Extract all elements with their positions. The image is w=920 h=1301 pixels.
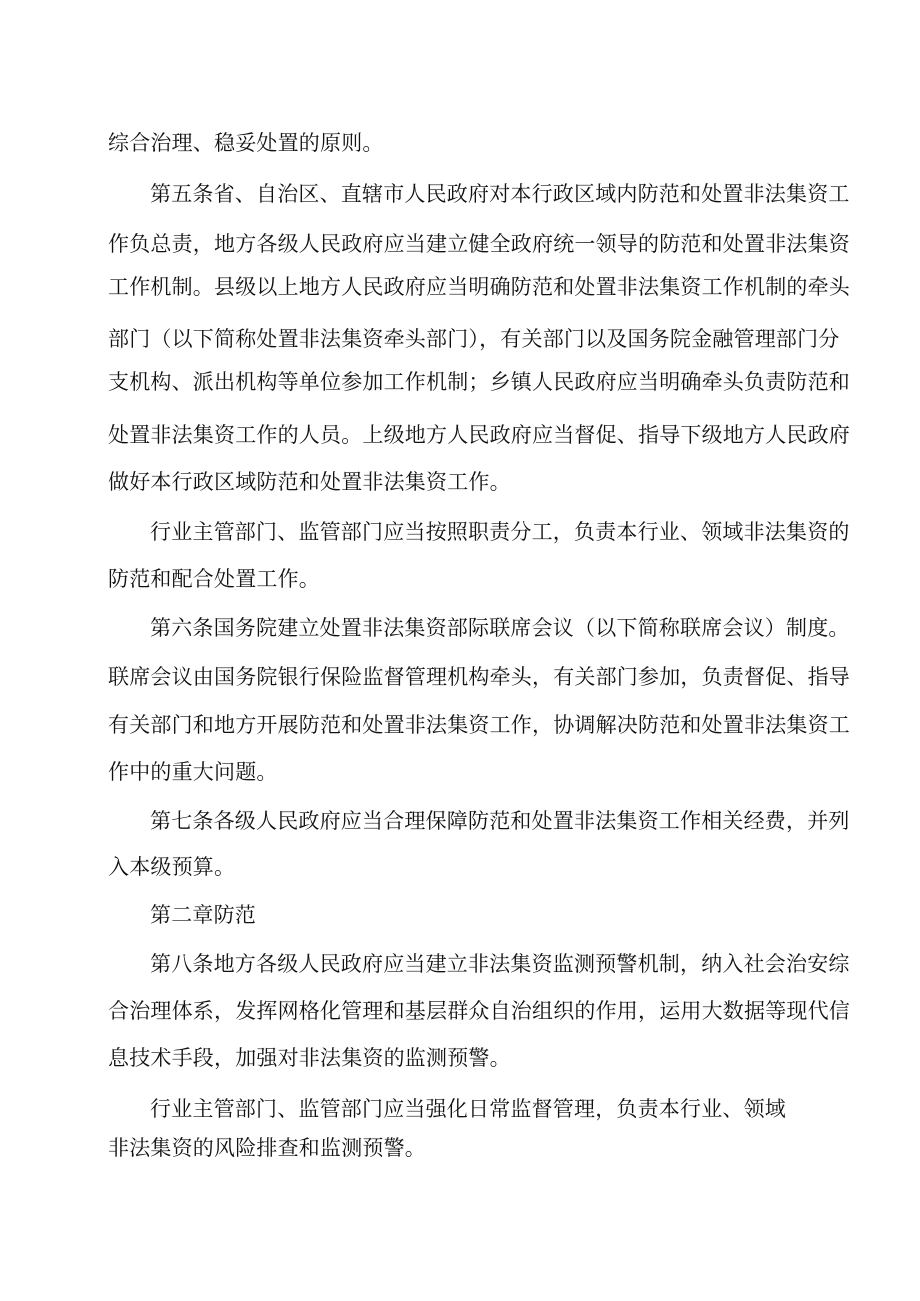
paragraph-line: 第八条地方各级人民政府应当建立非法集资监测预警机制，纳入社会治安综 bbox=[150, 952, 850, 976]
paragraph-line: 入本级预算。 bbox=[108, 855, 236, 879]
paragraph-line: 非法集资的风险排查和监测预警。 bbox=[108, 1136, 426, 1160]
paragraph-line: 第六条国务院建立处置非法集资部际联席会议（以下简称联席会议）制度。 bbox=[150, 616, 850, 640]
paragraph-line: 综合治理、稳妥处置的原则。 bbox=[108, 131, 384, 155]
paragraph-line: 工作机制。县级以上地方人民政府应当明确防范和处置非法集资工作机制的牵头 bbox=[108, 275, 850, 299]
paragraph-line: 第五条省、自治区、直辖市人民政府对本行政区域内防范和处置非法集资工 bbox=[150, 182, 850, 206]
paragraph-line: 合治理体系，发挥网格化管理和基层群众自治组织的作用，运用大数据等现代信 bbox=[108, 999, 850, 1023]
paragraph-line: 处置非法集资工作的人员。上级地方人民政府应当督促、指导下级地方人民政府 bbox=[108, 423, 850, 447]
paragraph-line: 行业主管部门、监管部门应当强化日常监督管理，负责本行业、领域 bbox=[150, 1097, 786, 1121]
paragraph-line: 联席会议由国务院银行保险监督管理机构牵头，有关部门参加，负责督促、指导 bbox=[108, 665, 850, 689]
paragraph-line: 行业主管部门、监管部门应当按照职责分工，负责本行业、领域非法集资的 bbox=[150, 520, 850, 544]
paragraph-line: 做好本行政区域防范和处置非法集资工作。 bbox=[108, 470, 511, 494]
paragraph-line: 有关部门和地方开展防范和处置非法集资工作，协调解决防范和处置非法集资工 bbox=[108, 713, 850, 737]
paragraph-line: 部门（以下简称处置非法集资牵头部门），有关部门以及国务院金融管理部门分 bbox=[108, 327, 840, 351]
chapter-heading: 第二章防范 bbox=[150, 903, 256, 927]
paragraph-line: 作负总责，地方各级人民政府应当建立健全政府统一领导的防范和处置非法集资 bbox=[108, 232, 850, 256]
paragraph-line: 防范和配合处置工作。 bbox=[108, 567, 320, 591]
paragraph-line: 支机构、派出机构等单位参加工作机制；乡镇人民政府应当明确牵头负责防范和 bbox=[108, 370, 850, 394]
paragraph-line: 息技术手段，加强对非法集资的监测预警。 bbox=[108, 1046, 511, 1070]
paragraph-line: 作中的重大问题。 bbox=[108, 760, 278, 784]
paragraph-line: 第七条各级人民政府应当合理保障防范和处置非法集资工作相关经费，并列 bbox=[150, 809, 850, 833]
